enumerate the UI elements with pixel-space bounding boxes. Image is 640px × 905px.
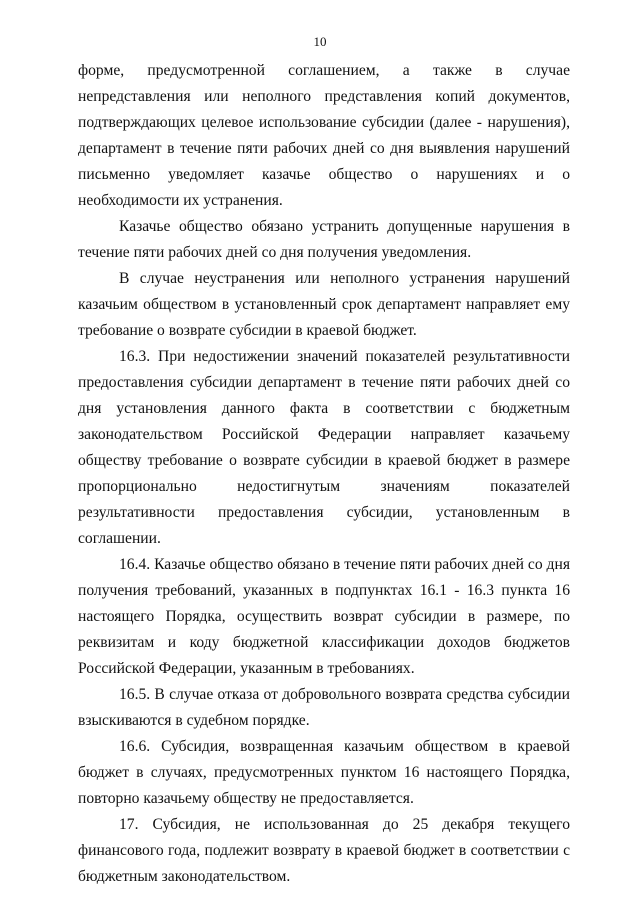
paragraph-16-5: 16.5. В случае отказа от добровольного возврата средства субсидии взыскиваются в судебном порядке. xyxy=(78,686,570,729)
paragraph-16-6: 16.6. Субсидия, возвращенная казачьим обществом в краевой бюджет в случаях, предусмотренных пунктом 16 настоящего Порядка, повторно казачьему обществу не предоставляется. xyxy=(78,738,570,807)
document-body xyxy=(78,58,570,890)
paragraph-17: 17. Субсидия, не использованная до 25 декабря текущего финансового года, подлежит возврату в краевой бюджет в соответствии с бюджетным законодательством. xyxy=(78,816,570,885)
page-number: 10 xyxy=(313,34,327,49)
paragraph-16-4: 16.4. Казачье общество обязано в течение пяти рабочих дней со дня получения требований, указанных в подпунктах 16.1 - 16.3 пункта 16 настоящего Порядка, осуществить возврат субсидии в размере, по реквизитам и коду бюджетной классификации доходов бюджетов Российской Федерации, указанным в требованиях. xyxy=(78,556,570,677)
paragraph-obligation: Казачье общество обязано устранить допущенные нарушения в течение пяти рабочих дней со дня получения уведомления. xyxy=(78,218,570,261)
paragraph-non-elimination: В случае неустранения или неполного устранения нарушений казачьим обществом в установленный срок департамент направляет ему требование о возврате субсидии в краевой бюджет. xyxy=(78,270,570,339)
paragraph-16-3: 16.3. При недостижении значений показателей результативности предоставления субсидии департамент в течение пяти рабочих дней со дня установления данного факта в соответствии с бюджетным законодательством Российской Федерации направляет казачьему обществу требование о возврате субсидии в краевой бюджет в размере пропорционально недостигнутым значениям показателей результативности предоставления субсидии, установленным в соглашении. xyxy=(78,348,570,547)
paragraph-continuation: форме, предусмотренной соглашением, а также в случае непредставления или неполного представления копий документов, подтверждающих целевое использование субсидии (далее - нарушения), департамент в течение пяти рабочих дней со дня выявления нарушений письменно уведомляет казачье общество о нарушениях и о необходимости их устранения. xyxy=(78,62,570,209)
